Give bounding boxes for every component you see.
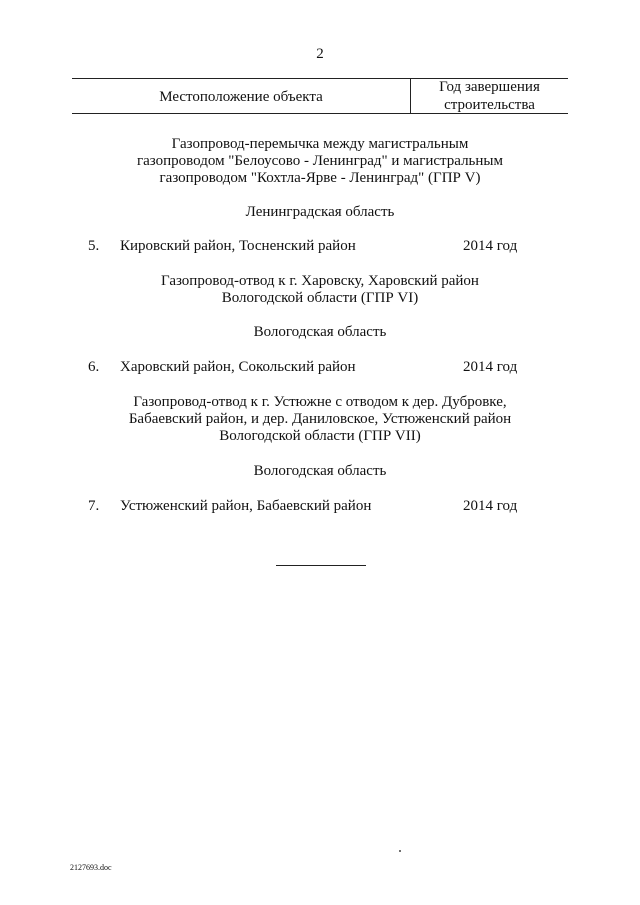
region-name: Вологодская область (253, 324, 387, 340)
section-title-line: Газопровод-отвод к г. Устюжне с отводом к дер. Дубровке, (133, 394, 507, 410)
header-year-line2: строительства (444, 97, 535, 113)
section-title-line: газопроводом "Белоусово - Ленинград" и магистральным (137, 153, 503, 169)
region-name: Вологодская область (253, 463, 387, 479)
row-year: 2014 год (463, 359, 518, 375)
page-number: 2 (316, 46, 324, 62)
section-title-line: Бабаевский район, и дер. Даниловское, Устюженский район (128, 411, 512, 427)
scan-speck (399, 850, 401, 852)
row-number: 7. (88, 498, 100, 514)
section-title-line: Газопровод-отвод к г. Харовску, Харовский район (161, 273, 479, 289)
row-year: 2014 год (463, 238, 518, 254)
section-title-line: Газопровод-перемычка между магистральным (171, 136, 469, 152)
footer-filename: 2127693.doc (70, 863, 112, 872)
end-rule (276, 565, 366, 566)
row-number: 5. (88, 238, 100, 254)
region-name: Ленинградская область (245, 204, 395, 220)
row-number: 6. (88, 359, 100, 375)
row-location: Харовский район, Сокольский район (120, 359, 356, 375)
section-title-line: Вологодской области (ГПР VII) (219, 428, 421, 444)
section-title-line: Вологодской области (ГПР VI) (221, 290, 419, 306)
header-location: Местоположение объекта (159, 89, 323, 105)
row-year: 2014 год (463, 498, 518, 514)
row-location: Устюженский район, Бабаевский район (120, 498, 372, 514)
row-location: Кировский район, Тосненский район (120, 238, 356, 254)
section-title-line: газопроводом "Кохтла-Ярве - Ленинград" (ГПР V) (159, 170, 481, 186)
header-year-line1: Год завершения (439, 79, 540, 95)
